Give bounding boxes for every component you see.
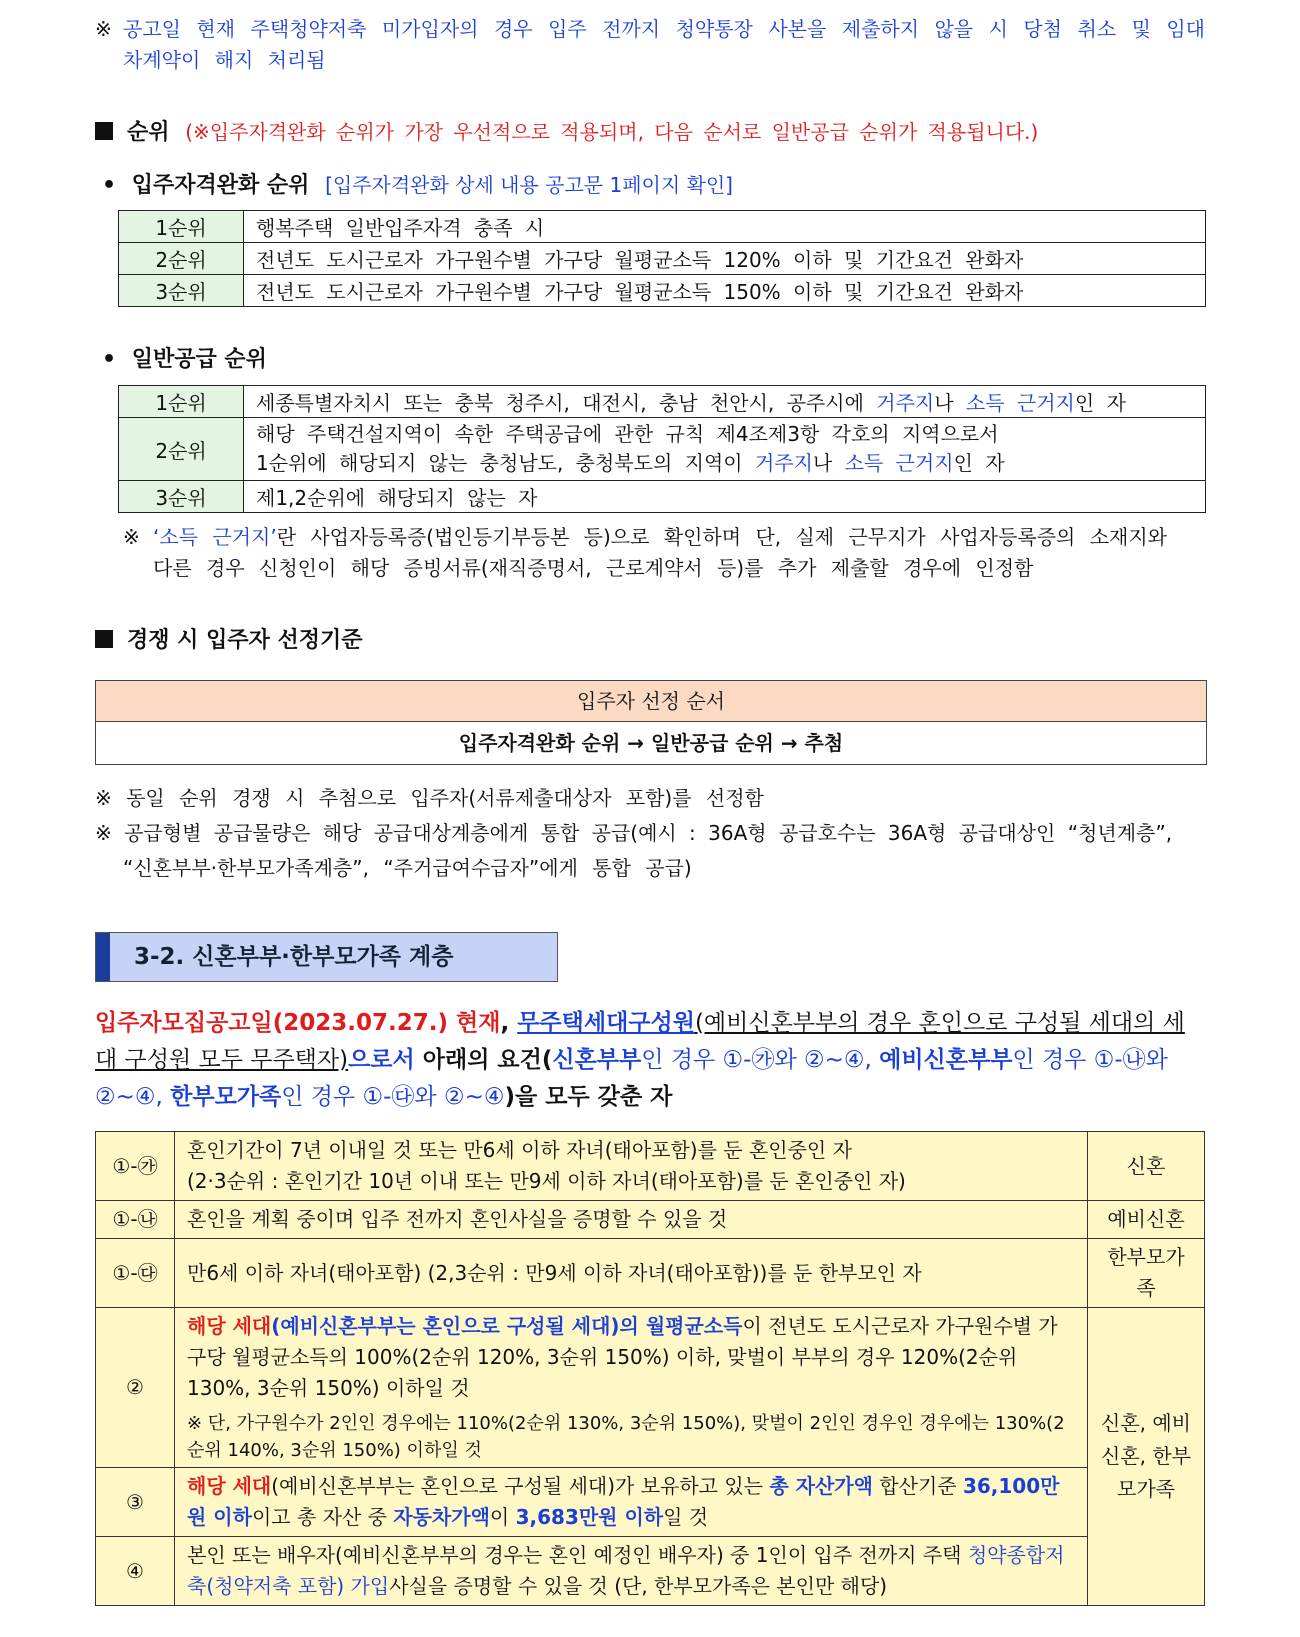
condition-kind: 예비신혼 — [1088, 1201, 1205, 1239]
section-3-2-title-box — [95, 932, 558, 982]
income-base-term: ‘소득 근거지’ — [153, 525, 277, 549]
rank-label: 3순위 — [119, 275, 244, 307]
section-3-2-title: 3-2. 신혼부부·한부모가족 계층 — [134, 944, 454, 970]
condition-text: 혼인기간이 7년 이내일 것 또는 만6세 이하 자녀(태아포함)를 둔 혼인중인 자 (2·3순위 : 혼인기간 10년 이내 또는 만9세 이하 자녀(태아포함)를 둔 혼인중인 자) — [175, 1132, 1088, 1201]
condition-number: ①-㉮ — [96, 1132, 175, 1201]
table-row — [119, 481, 1206, 513]
supply-note-line1: ※ 공급형별 공급물량은 해당 공급대상계층에게 통합 공급(예시 : 36A형 공급호수는 36A형 공급대상인 “청년계층”, — [95, 821, 1173, 845]
table-row — [96, 1201, 1205, 1239]
selection-order-flow: 입주자격완화 순위 → 일반공급 순위 → 추첨 — [458, 731, 844, 755]
table-row — [96, 1468, 1205, 1537]
rank-label: 1순위 — [119, 386, 244, 418]
competition-notes — [95, 781, 1210, 886]
rank-desc: 해당 주택건설지역이 속한 주택공급에 관한 규칙 제4조제3항 각호의 지역으로서 1순위에 해당되지 않는 충청남도, 충청북도의 지역이 거주지나 소득 근거지인 자 — [244, 418, 1206, 481]
table-row — [96, 1239, 1205, 1308]
rank-desc: 세종특별자치시 또는 충북 청주시, 대전시, 충남 천안시, 공주시에 거주지나 소득 근거지인 자 — [244, 386, 1206, 418]
table-row — [119, 418, 1206, 481]
rank-desc: 행복주택 일반입주자격 충족 시 — [244, 211, 1206, 243]
bullet-dot-icon: • — [102, 173, 117, 198]
table-row — [119, 386, 1206, 418]
rank-label: 3순위 — [119, 481, 244, 513]
condition-text: 해당 세대(예비신혼부부는 혼인으로 구성될 세대)의 월평균소득이 전년도 도시근로자 가구원수별 가구당 월평균소득의 100%(2순위 120%, 3순위 150%) 이하, 맞벌이 부부의 경우 120%(2순위 130%, 3순위 150%) 이하일 것 ※ 단, 가구원수가 2인인 경우에는 110%(2순위 130%, 3순위 150%), 맞벌이 2인인 경우인 경우에는 130%(2순위 140%, 3순위 150%) 이하일 것 — [175, 1308, 1088, 1468]
table-row — [119, 243, 1206, 275]
condition-sub-note: ※ 단, 가구원수가 2인인 경우에는 110%(2순위 130%, 3순위 150%), 맞벌이 2인인 경우인 경우에는 130%(2순위 140%, 3순위 150%) 이하일 것 — [187, 1413, 1065, 1461]
condition-number: ③ — [96, 1468, 175, 1537]
income-base-note: ※ ‘소득 근거지’란 사업자등록증(법인등기부등본 등)으로 확인하며 단, 실제 근무지가 사업자등록증의 소재지와 다른 경우 신청인이 해당 증빙서류(재직증명서, 근로계약서 등)를 추가 제출할 경우에 인정함 — [123, 522, 1208, 584]
supply-note-line2: “신혼부부·한부모가족계층”, “주거급여수급자”에게 통합 공급) — [123, 856, 692, 880]
relax-rank-heading — [102, 168, 733, 199]
competition-section-header — [95, 623, 363, 654]
table-row — [96, 1537, 1205, 1606]
relax-rank-title: 입주자격완화 순위 — [131, 173, 310, 198]
condition-number: ② — [96, 1308, 175, 1468]
tie-note: ※ 동일 순위 경쟁 시 추첨으로 입주자(서류제출대상자 포함)를 선정함 — [95, 786, 764, 810]
relax-rank-link: [입주자격완화 상세 내용 공고문 1페이지 확인] — [325, 173, 733, 197]
top-note-text: 공고일 현재 주택청약저축 미가입자의 경우 입주 전까지 청약통장 사본을 제출하지 않을 시 당첨 취소 및 임대차계약이 해지 처리됨 — [123, 17, 1205, 72]
table-row — [96, 1132, 1205, 1201]
conditions-table — [95, 1131, 1205, 1606]
rank-label: 1순위 — [119, 211, 244, 243]
selection-order-header: 입주자 선정 순서 — [96, 681, 1206, 722]
square-bullet-icon — [95, 122, 113, 140]
rank-section-header — [95, 115, 1038, 146]
rank-label: 2순위 — [119, 243, 244, 275]
title-accent-bar — [96, 933, 110, 981]
table-row — [96, 1308, 1205, 1468]
condition-text: 혼인을 계획 중이며 입주 전까지 혼인사실을 증명할 수 있을 것 — [175, 1201, 1088, 1239]
rank-desc: 전년도 도시근로자 가구원수별 가구당 월평균소득 150% 이하 및 기간요건 완화자 — [244, 275, 1206, 307]
condition-kind-merged: 신혼, 예비신혼, 한부모가족 — [1088, 1308, 1205, 1606]
competition-title: 경쟁 시 입주자 선정기준 — [127, 628, 363, 653]
relax-rank-table — [118, 210, 1206, 307]
condition-text: 만6세 이하 자녀(태아포함) (2,3순위 : 만9세 이하 자녀(태아포함))를 둔 한부모인 자 — [175, 1239, 1088, 1308]
note-mark: ※ — [123, 525, 140, 549]
rank-desc: 전년도 도시근로자 가구원수별 가구당 월평균소득 120% 이하 및 기간요건 완화자 — [244, 243, 1206, 275]
general-rank-heading — [102, 342, 267, 373]
condition-kind: 한부모가족 — [1088, 1239, 1205, 1308]
top-note — [95, 14, 1205, 76]
note-mark: ※ — [95, 17, 112, 41]
selection-order-box — [95, 680, 1207, 765]
rank-desc: 제1,2순위에 해당되지 않는 자 — [244, 481, 1206, 513]
rank-section-subtitle: (※입주자격완화 순위가 가장 우선적으로 적용되며, 다음 순서로 일반공급 순위가 적용됩니다.) — [185, 120, 1039, 144]
condition-number: ①-㉰ — [96, 1239, 175, 1308]
condition-number: ①-㉯ — [96, 1201, 175, 1239]
rank-label: 2순위 — [119, 418, 244, 481]
condition-number: ④ — [96, 1537, 175, 1606]
table-row — [119, 275, 1206, 307]
condition-text: 해당 세대(예비신혼부부는 혼인으로 구성될 세대)가 보유하고 있는 총 자산가액 합산기준 36,100만원 이하이고 총 자산 중 자동차가액이 3,683만원 이하일 것 — [175, 1468, 1088, 1537]
general-rank-table — [118, 385, 1206, 513]
bullet-dot-icon: • — [102, 347, 117, 372]
requirement-paragraph: 입주자모집공고일(2023.07.27.) 현재, 무주택세대구성원(예비신혼부부의 경우 혼인으로 구성될 세대의 세대 구성원 모두 무주택자)으로서 아래의 요건(신혼부부인 경우 ①-㉮와 ②~④, 예비신혼부부인 경우 ①-㉯와 ②~④, 한부모가족인 경우 ①-㉰와 ②~④)을 모두 갖춘 자 — [95, 1010, 1185, 1110]
condition-kind: 신혼 — [1088, 1132, 1205, 1201]
rank-section-title: 순위 — [127, 120, 170, 145]
general-rank-title: 일반공급 순위 — [131, 347, 267, 372]
square-bullet-icon — [95, 630, 113, 648]
condition-text: 본인 또는 배우자(예비신혼부부의 경우는 혼인 예정인 배우자) 중 1인이 입주 전까지 주택 청약종합저축(청약저축 포함) 가입사실을 증명할 수 있을 것 (단, 한부모가족은 본인만 해당) — [175, 1537, 1088, 1606]
table-row — [119, 211, 1206, 243]
